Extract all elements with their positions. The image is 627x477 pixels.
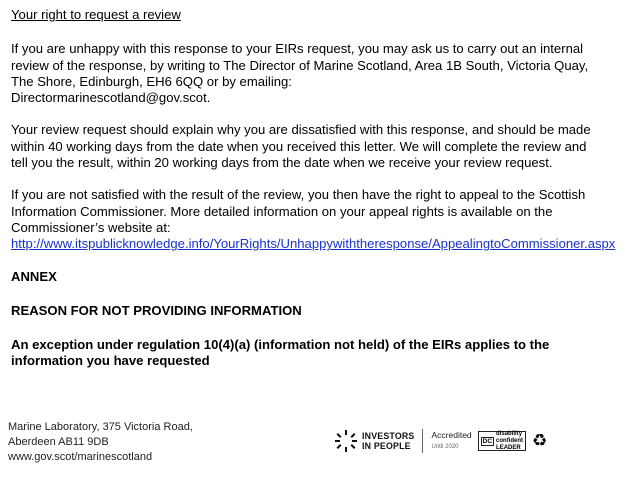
investors-in-people-logo: [334, 429, 414, 453]
footer-logos: [334, 426, 547, 456]
reason-title: REASON FOR NOT PROVIDING INFORMATION: [11, 302, 302, 318]
review-paragraph-3: If you are not satisfied with the result of the review, you then have the right to appeal to the Scottish Information Commissioner. More detailed information on your appeal rights is available on the Commissioner’s website at: http://www.itspublicknowledge.info/YourRights/Unhappywiththeresponse/AppealingtoCommissioner.aspx: [11, 187, 616, 252]
review-paragraph-1: If you are unhappy with this response to your EIRs request, you may ask us to carry out an internal review of the response, by writing to The Director of Marine Scotland, Area 1B South, Victoria Quay, The Shore, Edinburgh, EH6 6QQ or by emailing: Directormarinescotland@gov.scot.: [11, 41, 589, 106]
annex-title: ANNEX: [11, 268, 57, 284]
iip-text: INVESTORS IN PEOPLE: [362, 431, 415, 451]
disability-confident-logo: DC disability confident LEADER: [478, 431, 526, 451]
iip-emblem-icon: [334, 429, 358, 453]
accredited-badge: Accredited Until 2020: [431, 430, 472, 450]
exception-statement: An exception under regulation 10(4)(a) (information not held) of the EIRs applies to the information you have requested: [11, 337, 550, 369]
director-email: Directormarinescotland@gov.scot.: [11, 90, 211, 106]
review-heading: Your right to request a review: [11, 7, 181, 22]
recycle-icon: ♻: [532, 431, 548, 450]
website-text: www.gov.scot/marinescotland: [8, 451, 153, 463]
review-paragraph-2: Your review request should explain why you are dissatisfied with this response, and should be made within 40 working days from the date when you received this letter. We will complete the review and tell you the result, within 20 working days from the date when we receive your review request.: [11, 122, 591, 171]
appeal-link[interactable]: http://www.itspublicknowledge.info/YourRights/Unhappywiththeresponse/AppealingtoCommissioner.aspx: [11, 236, 616, 252]
letter-body: [11, 7, 623, 370]
footer-address: Marine Laboratory, 375 Victoria Road, Aberdeen AB11 9DB www.gov.scot/marinescotland: [8, 421, 193, 463]
logo-divider: [422, 429, 423, 453]
